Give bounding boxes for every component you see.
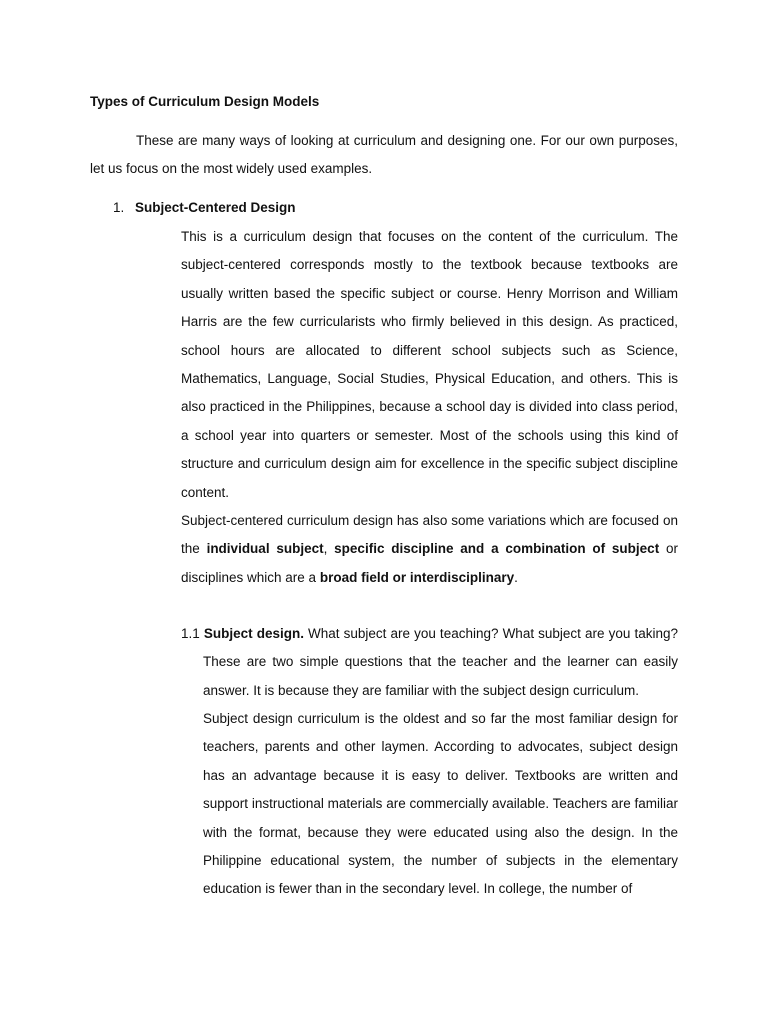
section-paragraph-1: This is a curriculum design that focuses on the content of the curriculum. The subject-centered corresponds mostly to the textbook because textbooks are usually written based the specific subject or course. Henry Morrison and William Harris are the few curricularists who firmly believed in this design. As practiced, school hours are allocated to different school subjects such as Science, Mathematics, Language, Social Studies, Physical Education, and others. This is also practiced in the Philippines, because a school day is divided into class period, a school year into quarters or semester. Most of the schools using this kind of structure and curriculum design aim for excellence in the specific subject discipline content. <box>181 229 678 500</box>
section-heading: Subject-Centered Design <box>135 200 296 215</box>
section-number: 1. <box>113 200 125 215</box>
subsection-text: What subject are you teaching? What subject are you taking? These are two simple questions that the teacher and the learner can easily answer. It is because they are familiar with the subject design curriculum. <box>203 626 678 698</box>
para2-text-4: . <box>514 569 518 585</box>
para2-text-3: or disciplines which are a <box>181 541 678 585</box>
para2-bold-1: individual subject <box>206 541 324 557</box>
para2-text-1: Subject-centered curriculum design has also some variations which are focused on the <box>181 513 678 557</box>
para2-bold-3: broad field or interdisciplinary <box>319 569 515 585</box>
subsection-paragraph-2: Subject design curriculum is the oldest and so far the most familiar design for teachers, parents and other laymen. According to advocates, subject design has an advantage because it is easy to deliver. Textbooks are written and support instructional materials are commercially available. Teachers are familiar with the format, because they were educated using also the design. In the Philippine educational system, the number of subjects in the elementary education is fewer than in the secondary level. In college, the number of <box>203 711 678 897</box>
subsection-number: 1.1 <box>181 626 204 641</box>
subsection-paragraph-1 <box>181 620 678 705</box>
document-title: Types of Curriculum Design Models <box>90 94 320 109</box>
intro-paragraph: These are many ways of looking at curriculum and designing one. For our own purposes, let us focus on the most widely used examples. <box>90 133 678 177</box>
para2-text-2: , <box>323 541 335 557</box>
para2-bold-2: specific discipline and a combination of subject <box>334 541 660 557</box>
subsection-heading: Subject design. <box>203 626 304 641</box>
section-paragraph-2 <box>181 507 678 592</box>
